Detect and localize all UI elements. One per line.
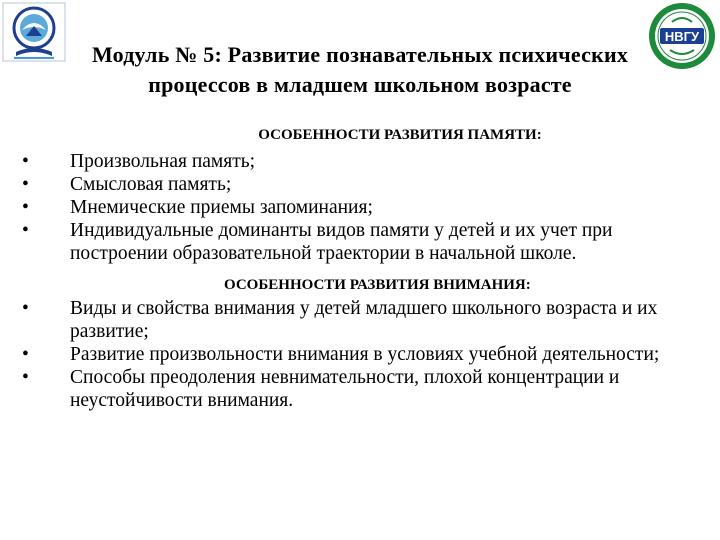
list-item: • Виды и свойства внимания у детей младшего школьного возраста и их развитие;: [22, 298, 658, 342]
list-item: • Индивидуальные доминанты видов памяти у детей и их учет при построении образовательной траектории в начальной школе.: [22, 220, 613, 264]
attention-section-heading: ОСОБЕННОСТИ РАЗВИТИЯ ВНИМАНИЯ:: [224, 277, 531, 293]
list-item: • Мнемические приемы запоминания;: [22, 197, 373, 218]
list-item: • Развитие произвольности внимания в условиях учебной деятельности;: [22, 344, 660, 365]
shield-emblem-icon: [2, 2, 66, 62]
bullet-icon: •: [22, 151, 29, 172]
bullet-icon: •: [22, 174, 29, 195]
list-item: • Произвольная память;: [22, 151, 256, 172]
list-item: • Способы преодоления невнимательности, плохой концентрации и неустойчивости внимания.: [22, 367, 620, 411]
university-logo-right: [648, 2, 716, 70]
bullet-icon: •: [22, 367, 29, 388]
memory-list: [22, 150, 702, 265]
bullet-icon: •: [22, 298, 29, 319]
bullet-icon: •: [22, 220, 29, 241]
list-item: • Смысловая память;: [22, 174, 232, 195]
university-logo-left: [2, 2, 66, 62]
bullet-icon: •: [22, 197, 29, 218]
nvgu-seal-icon: [648, 2, 716, 70]
memory-section-heading: ОСОБЕННОСТИ РАЗВИТИЯ ПАМЯТИ:: [258, 127, 542, 143]
nvgu-logo-text: НВГУ: [664, 29, 700, 44]
slide-title: Модуль № 5: Развитие познавательных психических процессов в младшем школьном возрасте: [91, 42, 629, 97]
bullet-icon: •: [22, 344, 29, 365]
attention-list: [22, 297, 702, 412]
